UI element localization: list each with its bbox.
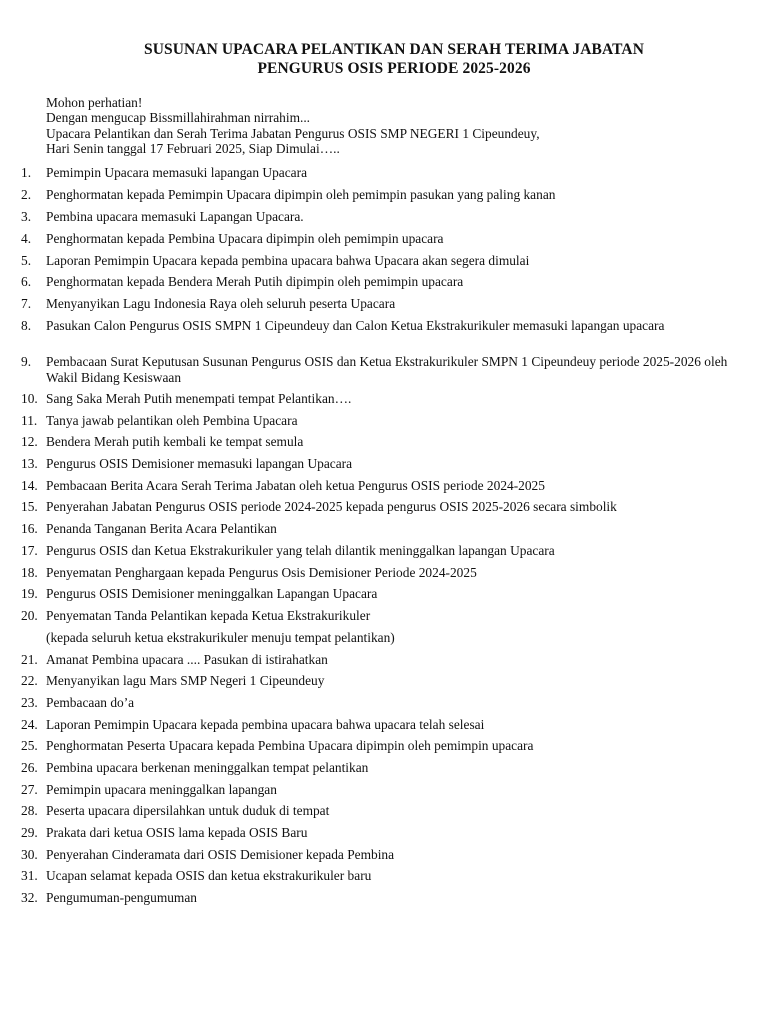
list-item (21, 318, 741, 334)
list-item (21, 274, 741, 290)
step-number: 25. (21, 738, 38, 753)
list-item (21, 434, 741, 450)
list-item (21, 608, 741, 624)
step-text: Penyematan Tanda Pelantikan kepada Ketua Ekstrakurikuler (46, 608, 371, 623)
step-text: Pembacaan Surat Keputusan Susunan Pengurus OSIS dan Ketua Ekstrakurikuler SMPN 1 Cipeundeuy periode 2025-2026 oleh Wakil Bidang Kesiswaan (46, 354, 728, 385)
step-number: 31. (21, 868, 38, 883)
list-item (21, 253, 741, 269)
intro-line: Mohon perhatian! (46, 95, 143, 110)
step-number: 28. (21, 803, 38, 818)
step-20-note: (kepada seluruh ketua ekstrakurikuler menuju tempat pelantikan) (46, 630, 395, 645)
step-text: Penghormatan kepada Pembina Upacara dipimpin oleh pemimpin upacara (46, 231, 444, 246)
step-text: Laporan Pemimpin Upacara kepada pembina upacara bahwa upacara telah selesai (46, 717, 485, 732)
step-number: 12. (21, 434, 38, 449)
step-number: 8. (21, 318, 32, 333)
step-number: 10. (21, 391, 38, 406)
step-number: 19. (21, 586, 38, 601)
step-number: 21. (21, 652, 38, 667)
step-number: 30. (21, 847, 38, 862)
intro-line: Hari Senin tanggal 17 Februari 2025, Siap Dimulai….. (46, 141, 340, 157)
list-item (21, 695, 741, 711)
step-number: 1. (21, 165, 32, 180)
list-item (21, 413, 741, 429)
step-text: Penyerahan Jabatan Pengurus OSIS periode 2024-2025 kepada pengurus OSIS 2025-2026 secara simbolik (46, 499, 617, 514)
step-number: 11. (21, 413, 38, 428)
step-number: 13. (21, 456, 38, 471)
step-text: Peserta upacara dipersilahkan untuk duduk di tempat (46, 803, 330, 818)
list-item (21, 354, 741, 386)
step-number: 29. (21, 825, 38, 840)
step-text: Pengurus OSIS dan Ketua Ekstrakurikuler yang telah dilantik meninggalkan lapangan Upacara (46, 543, 555, 558)
step-text: Sang Saka Merah Putih menempati tempat Pelantikan…. (46, 391, 352, 406)
step-number: 7. (21, 296, 32, 311)
list-item (21, 868, 741, 884)
list-item (21, 231, 741, 247)
list-item (21, 456, 741, 472)
step-text: Penanda Tanganan Berita Acara Pelantikan (46, 521, 277, 536)
intro-line: Upacara Pelantikan dan Serah Terima Jabatan Pengurus OSIS SMP NEGERI 1 Cipeundeuy, (46, 125, 540, 141)
step-text: Tanya jawab pelantikan oleh Pembina Upacara (46, 413, 298, 428)
step-number: 2. (21, 187, 32, 202)
step-number: 18. (21, 565, 38, 580)
list-item (21, 782, 741, 798)
intro-line: Dengan mengucap Bissmillahirahman nirrahim... (46, 110, 311, 126)
step-text: Pengurus OSIS Demisioner memasuki lapangan Upacara (46, 456, 353, 471)
list-item (21, 890, 741, 906)
list-item (21, 825, 741, 841)
step-text: Menyanyikan lagu Mars SMP Negeri 1 Cipeundeuy (46, 673, 325, 688)
document-title-line-2: PENGURUS OSIS PERIODE 2025-2026 (257, 60, 531, 77)
document-title-line-1: SUSUNAN UPACARA PELANTIKAN DAN SERAH TERIMA JABATAN (143, 41, 644, 58)
step-text: Bendera Merah putih kembali ke tempat semula (46, 434, 304, 449)
step-text: Pemimpin upacara meninggalkan lapangan (46, 782, 277, 797)
step-text: Penyerahan Cinderamata dari OSIS Demisioner kepada Pembina (46, 847, 395, 862)
step-number: 5. (21, 253, 32, 268)
list-item (21, 543, 741, 559)
step-number: 4. (21, 231, 32, 246)
list-item (21, 296, 741, 312)
step-text: Penghormatan Peserta Upacara kepada Pembina Upacara dipimpin oleh pemimpin upacara (46, 738, 534, 753)
step-text: Ucapan selamat kepada OSIS dan ketua ekstrakurikuler baru (46, 868, 372, 883)
step-text: Pengumuman-pengumuman (46, 890, 197, 905)
list-item (21, 478, 741, 494)
list-item (21, 760, 741, 776)
list-item (21, 847, 741, 863)
step-number: 27. (21, 782, 38, 797)
step-number: 26. (21, 760, 38, 775)
step-text: Laporan Pemimpin Upacara kepada pembina upacara bahwa Upacara akan segera dimulai (46, 253, 530, 268)
list-item (21, 717, 741, 733)
step-number: 3. (21, 209, 32, 224)
step-text: Pasukan Calon Pengurus OSIS SMPN 1 Cipeundeuy dan Calon Ketua Ekstrakurikuler memasuki lapangan upacara (46, 318, 665, 333)
intro-paragraph (46, 95, 540, 157)
list-item (21, 738, 741, 754)
step-text: Penghormatan kepada Bendera Merah Putih dipimpin oleh pemimpin upacara (46, 274, 464, 289)
step-text: Pengurus OSIS Demisioner meninggalkan Lapangan Upacara (46, 586, 378, 601)
list-item (21, 187, 741, 203)
step-text: Pembacaan do’a (46, 695, 135, 710)
step-number: 9. (21, 354, 32, 369)
list-item (21, 521, 741, 537)
step-text: Penyematan Penghargaan kepada Pengurus Osis Demisioner Periode 2024-2025 (46, 565, 477, 580)
step-number: 24. (21, 717, 38, 732)
list-item (21, 586, 741, 602)
list-item (21, 652, 741, 668)
step-number: 15. (21, 499, 38, 514)
step-text: Prakata dari ketua OSIS lama kepada OSIS Baru (46, 825, 308, 840)
list-item (21, 165, 741, 181)
step-number: 16. (21, 521, 38, 536)
step-number: 22. (21, 673, 38, 688)
step-text: Pembacaan Berita Acara Serah Terima Jabatan oleh ketua Pengurus OSIS periode 2024-2025 (46, 478, 545, 493)
list-item (21, 499, 741, 515)
step-number: 32. (21, 890, 38, 905)
step-number: 6. (21, 274, 32, 289)
step-text: Penghormatan kepada Pemimpin Upacara dipimpin oleh pemimpin pasukan yang paling kanan (46, 187, 556, 202)
step-text: Pembina upacara memasuki Lapangan Upacara. (46, 209, 304, 224)
list-item (21, 673, 741, 689)
step-text: Menyanyikan Lagu Indonesia Raya oleh seluruh peserta Upacara (46, 296, 396, 311)
step-text: Pembina upacara berkenan meninggalkan tempat pelantikan (46, 760, 369, 775)
step-number: 17. (21, 543, 38, 558)
list-item (21, 803, 741, 819)
step-number: 23. (21, 695, 38, 710)
step-number: 14. (21, 478, 38, 493)
step-text: Amanat Pembina upacara .... Pasukan di istirahatkan (46, 652, 328, 667)
step-number: 20. (21, 608, 38, 623)
list-item (21, 565, 741, 581)
list-item (21, 209, 741, 225)
list-item (21, 391, 741, 407)
step-text: Pemimpin Upacara memasuki lapangan Upacara (46, 165, 308, 180)
